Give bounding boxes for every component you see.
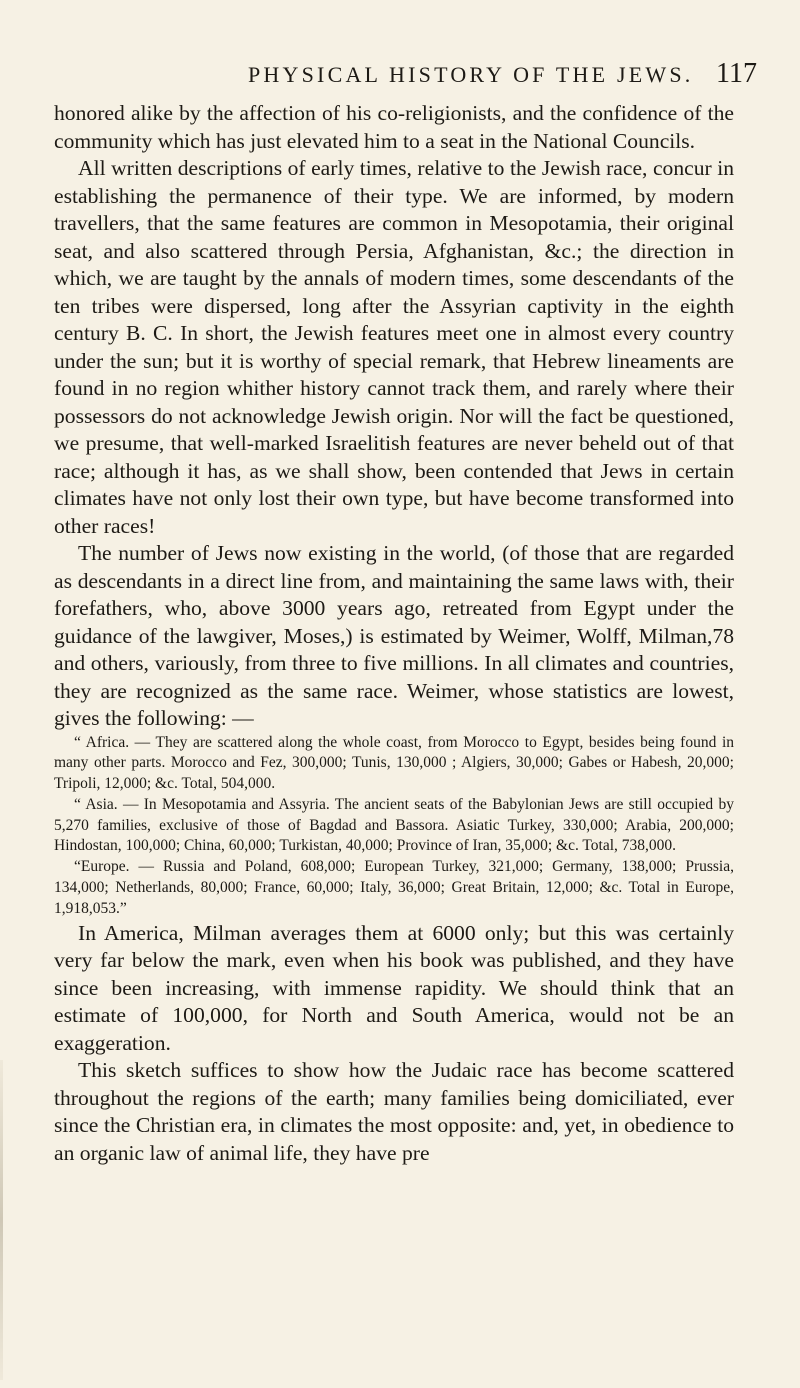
page-number: 117 xyxy=(716,58,757,89)
paragraph-america: In America, Milman averages them at 6000 only; but this was certainly very far below the mark, even when his book was published, and they have since been increasing, with immense rapidity. We should think that an estimate of 100,000, for North and South America, would not be an exaggeration. xyxy=(54,920,734,1055)
paragraph-number-of-jews: The number of Jews now existing in the world, (of those that are regarded as descendants in a direct line from, and maintaining the same laws with, their forefathers, who, above 3000 years ago, retreated from Egypt under the guidance of the lawgiver, Moses,) is estimated by Weimer, Wolff, Milman,78 and others, variously, from three to five millions. In all climates and countries, they are recognized as the same race. Weimer, whose statistics are lowest, gives the following: — xyxy=(54,541,734,730)
quote-africa: “ Africa. — They are scattered along the whole coast, from Morocco to Egypt, besides being found in many other parts. Morocco and Fez, 300,000; Tunis, 130,000 ; Algiers, 30,000; Gabes or Habesh, 20,000; Tripoli, 12,000; &c. Total, 504,000. xyxy=(54,733,734,793)
quoted-statistics xyxy=(54,733,734,920)
paragraph-descriptions: All written descriptions of early times, relative to the Jewish race, concur in establishing the permanence of their type. We are informed, by modern travellers, that the same features are common in Mesopotamia, their original seat, and also scattered through Persia, Afghanistan, &c.; the direction in which, we are taught by the annals of modern times, some descendants of the ten tribes were dispersed, long after the Assyrian captivity in the eighth century B. C. In short, the Jewish features meet one in almost every country under the sun; but it is worthy of special remark, that Hebrew lineaments are found in no region whither history cannot track them, and rarely where their possessors do not acknowledge Jewish origin. Nor will the fact be questioned, we presume, that well-marked Israelitish features are never beheld out of that race; although it has, as we shall show, been contended that Jews in certain climates have not only lost their own type, but have become transformed into other races! xyxy=(54,156,734,538)
quote-europe: “Europe. — Russia and Poland, 608,000; European Turkey, 321,000; Germany, 138,000; Prussia, 134,000; Netherlands, 80,000; France, 60,000; Italy, 36,000; Great Britain, 12,000; &c. Total in Europe, 1,918,053.” xyxy=(54,858,734,917)
paragraph-sketch: This sketch suffices to show how the Judaic race has become scattered throughout the regions of the earth; many families being domiciliated, ever since the Christian era, in climates the most opposite: and, yet, in obedience to an organic law of animal life, they have pre xyxy=(54,1058,734,1165)
page-edge-shadow xyxy=(0,1060,3,1380)
body-text xyxy=(54,100,734,1167)
running-head xyxy=(0,58,800,102)
quote-asia: “ Asia. — In Mesopotamia and Assyria. The ancient seats of the Babylonian Jews are still occupied by 5,270 families, exclusive of those of Bagdad and Bassora. Asiatic Turkey, 330,000; Arabia, 200,000; Hindostan, 100,000; China, 60,000; Turkistan, 40,000; Province of Iran, 35,000; &c. Total, 738,000. xyxy=(54,795,734,855)
paragraph-continuation: honored alike by the affection of his co-religionists, and the confidence of the community which has just elevated him to a seat in the National Councils. xyxy=(54,101,734,153)
running-title: PHYSICAL HISTORY OF THE JEWS. xyxy=(248,62,694,87)
